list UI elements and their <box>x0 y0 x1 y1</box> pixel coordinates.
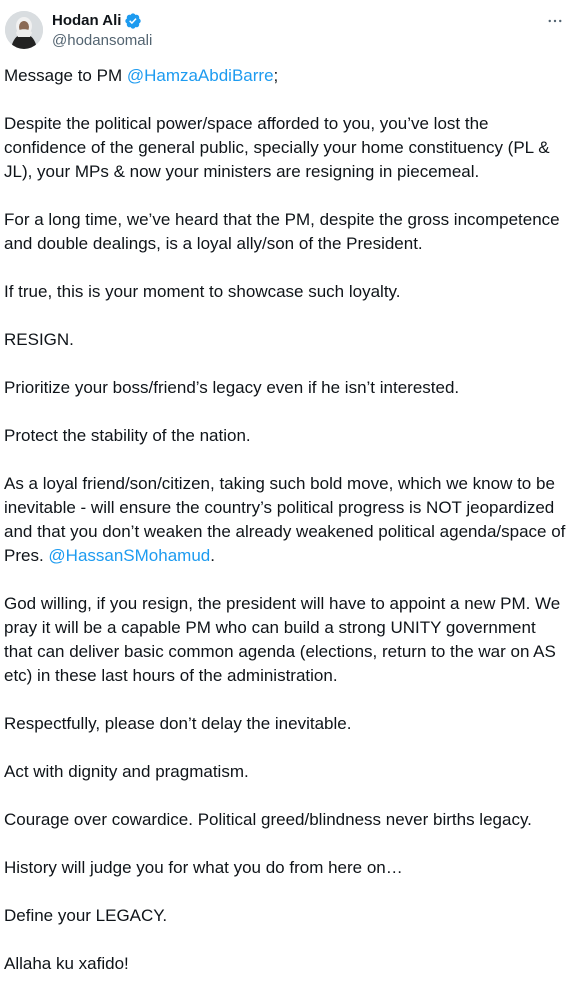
author-name[interactable]: Hodan Ali <box>52 12 122 29</box>
tweet-paragraph: Define your LEGACY. <box>4 906 168 925</box>
tweet-paragraph: Courage over cowardice. Political greed/blindness never births legacy. <box>4 810 532 829</box>
tweet-header <box>0 0 575 60</box>
mention-link[interactable]: @HassanSMohamud <box>48 546 211 565</box>
tweet-paragraph: History will judge you for what you do from here on… <box>4 858 403 877</box>
mention-link[interactable]: @HamzaAbdiBarre <box>126 66 274 85</box>
tweet-text-segment: Message to PM <box>4 66 127 85</box>
avatar[interactable] <box>5 11 43 49</box>
tweet-paragraph <box>4 472 566 568</box>
tweet-paragraph <box>4 64 566 88</box>
tweet-paragraph: RESIGN. <box>4 330 74 349</box>
tweet-text-segment: . <box>210 546 215 565</box>
tweet-text-segment: ; <box>273 66 279 85</box>
tweet-paragraph: Despite the political power/space afforded to you, you’ve lost the confidence of the general public, specially your home constituency (PL & JL), your MPs & now your ministers are resigning in piecemeal. <box>4 114 550 181</box>
tweet-text <box>4 64 566 1000</box>
author-name-row <box>52 11 142 31</box>
tweet-text-segment: As a loyal friend/son/citizen, taking such bold move, which we know to be inevitable - will ensure the country’s political progress is NOT jeopardized and that you don’t weaken the already weakened political agenda/space of Pres. <box>4 474 566 565</box>
verified-badge-icon <box>124 12 142 30</box>
tweet-paragraph: Act with dignity and pragmatism. <box>4 762 249 781</box>
tweet-paragraph: Respectfully, please don’t delay the inevitable. <box>4 714 352 733</box>
tweet-paragraph: For a long time, we’ve heard that the PM, despite the gross incompetence and double dealings, is a loyal ally/son of the President. <box>4 210 560 253</box>
tweet-paragraph: Prioritize your boss/friend’s legacy even if he isn’t interested. <box>4 378 460 397</box>
tweet-paragraph: If true, this is your moment to showcase such loyalty. <box>4 282 401 301</box>
tweet-paragraph: God willing, if you resign, the president will have to appoint a new PM. We pray it will be a capable PM who can build a strong UNITY government that can deliver basic common agenda (elections, return to the war on AS etc) in these last hours of the administration. <box>4 594 561 685</box>
tweet-paragraph: Allaha ku xafido! <box>4 954 129 973</box>
tweet-paragraph: Protect the stability of the nation. <box>4 426 251 445</box>
author-handle[interactable]: @hodansomali <box>52 32 153 49</box>
more-options-icon[interactable] <box>544 10 566 32</box>
